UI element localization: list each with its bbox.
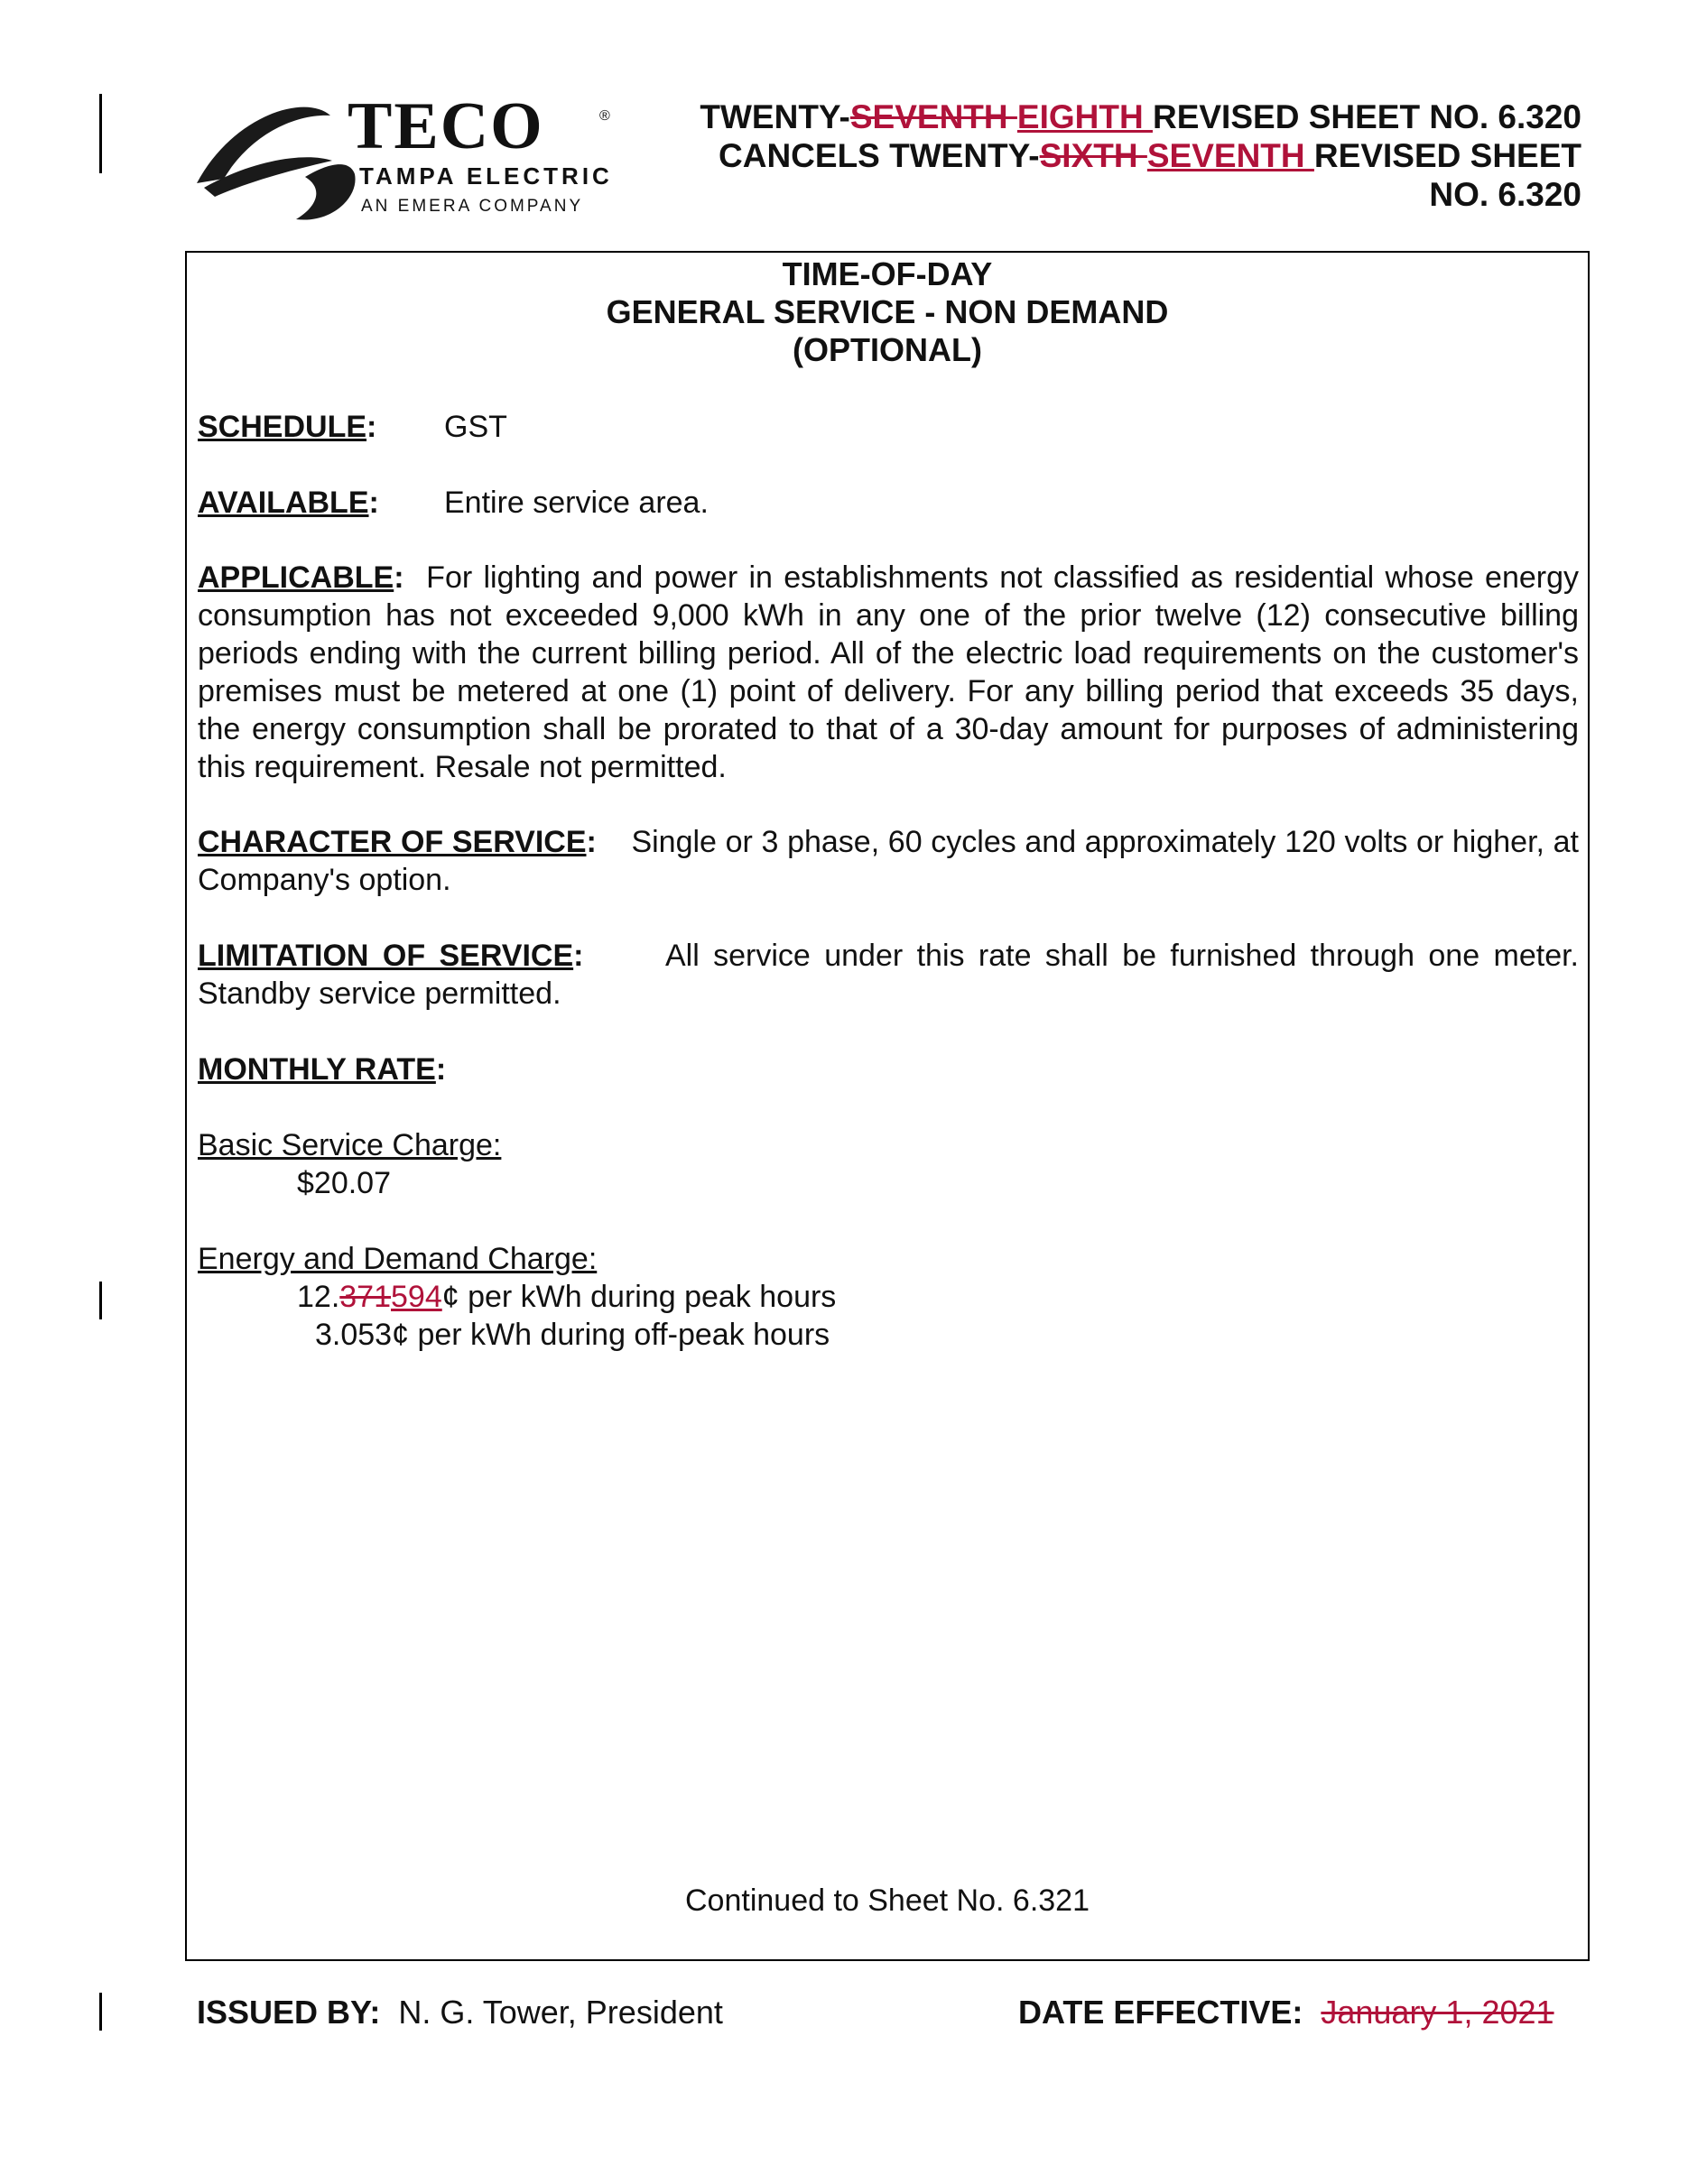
limitation-text: All service under this rate shall be furnished through one meter. Standby service permitted.: [198, 939, 1579, 1011]
logo-company-name: TECO: [348, 89, 544, 163]
offpeak-rate-line: 3.053¢ per kWh during off-peak hours: [315, 1318, 830, 1352]
basic-service-charge-label: Basic Service Charge:: [198, 1128, 502, 1162]
schedule-label: SCHEDULE: [198, 410, 367, 444]
energy-demand-charge-label: Energy and Demand Charge:: [198, 1242, 598, 1276]
sheet-number-line-3: NO. 6.320: [1429, 176, 1581, 213]
issued-by-value: N. G. Tower, President: [398, 1994, 723, 2031]
available-section: AVAILABLE:: [198, 486, 379, 520]
character-section: CHARACTER OF SERVICE: Single or 3 phase, 60 cycles and approximately 120 volts or higher, at Company's option.: [198, 825, 1579, 897]
applicable-section: APPLICABLE: For lighting and power in establishments not classified as residential whose energy consumption has not exceeded 9,000 kWh in any one of the prior twelve (12) consecutive billing periods ending with the current billing period. All of the electric load requirements on the customer's premises must be metered at one (1) point of delivery. For any billing period that exceeds 35 days, the energy consumption shall be prorated to that of a 30-day amount for purposes of administering this requirement. Resale not permitted.: [198, 560, 1579, 784]
schedule-value: GST: [444, 410, 507, 444]
sheet-number-line-2: CANCELS TWENTY-SIXTH SEVENTH REVISED SHEET: [719, 137, 1581, 174]
basic-service-charge-value: $20.07: [297, 1166, 391, 1200]
monthly-rate-heading: MONTHLY RATE:: [198, 1052, 447, 1087]
available-value: Entire service area.: [444, 486, 709, 520]
registered-mark: ®: [599, 108, 610, 124]
tariff-content-box: [185, 251, 1590, 1961]
limitation-label: LIMITATION OF SERVICE: [198, 939, 574, 973]
date-effective-value: January 1, 2021: [1321, 1994, 1554, 2031]
character-text: Single or 3 phase, 60 cycles and approximately 120 volts or higher, at Company's option.: [198, 825, 1579, 897]
title-line-2: GENERAL SERVICE - NON DEMAND: [606, 293, 1169, 330]
issued-by-label: ISSUED BY:: [197, 1994, 381, 2031]
schedule-section: SCHEDULE:: [198, 410, 377, 444]
logo-parent-company: AN EMERA COMPANY: [361, 197, 584, 216]
revision-bar-header: [99, 94, 102, 173]
sheet-number-line-1: TWENTY-SEVENTH EIGHTH REVISED SHEET NO. 6.320: [700, 98, 1581, 135]
date-effective-label: DATE EFFECTIVE:: [1018, 1994, 1303, 2031]
issued-by: [197, 1993, 723, 2032]
peak-rate-line: 12.371594¢ per kWh during peak hours: [297, 1280, 837, 1314]
continued-note: Continued to Sheet No. 6.321: [685, 1883, 1090, 1918]
available-label: AVAILABLE: [198, 486, 369, 520]
title-line-3: (OPTIONAL): [793, 331, 982, 368]
revision-bar-footer: [99, 1993, 102, 2031]
limitation-section: LIMITATION OF SERVICE: All service under this rate shall be furnished through one meter. Standby service permitted.: [198, 939, 1579, 1011]
logo-division-name: TAMPA ELECTRIC: [359, 162, 613, 190]
peak-rate-deleted: 371: [339, 1280, 391, 1314]
character-label: CHARACTER OF SERVICE: [198, 825, 587, 859]
revision-bar-energy: [99, 1282, 102, 1319]
peak-rate-inserted: 594: [391, 1280, 442, 1314]
applicable-text: For lighting and power in establishments not classified as residential whose energy consumption has not exceeded 9,000 kWh in any one of the prior twelve (12) consecutive billing periods ending with the current billing period. All of the electric load requirements on the customer's premises must be metered at one (1) point of delivery. For any billing period that exceeds 35 days, the energy consumption shall be prorated to that of a 30-day amount for purposes of administering this requirement. Resale not permitted.: [198, 560, 1579, 784]
title-line-1: TIME-OF-DAY: [782, 255, 993, 292]
applicable-label: APPLICABLE: [198, 560, 394, 595]
date-effective: [1018, 1993, 1554, 2032]
